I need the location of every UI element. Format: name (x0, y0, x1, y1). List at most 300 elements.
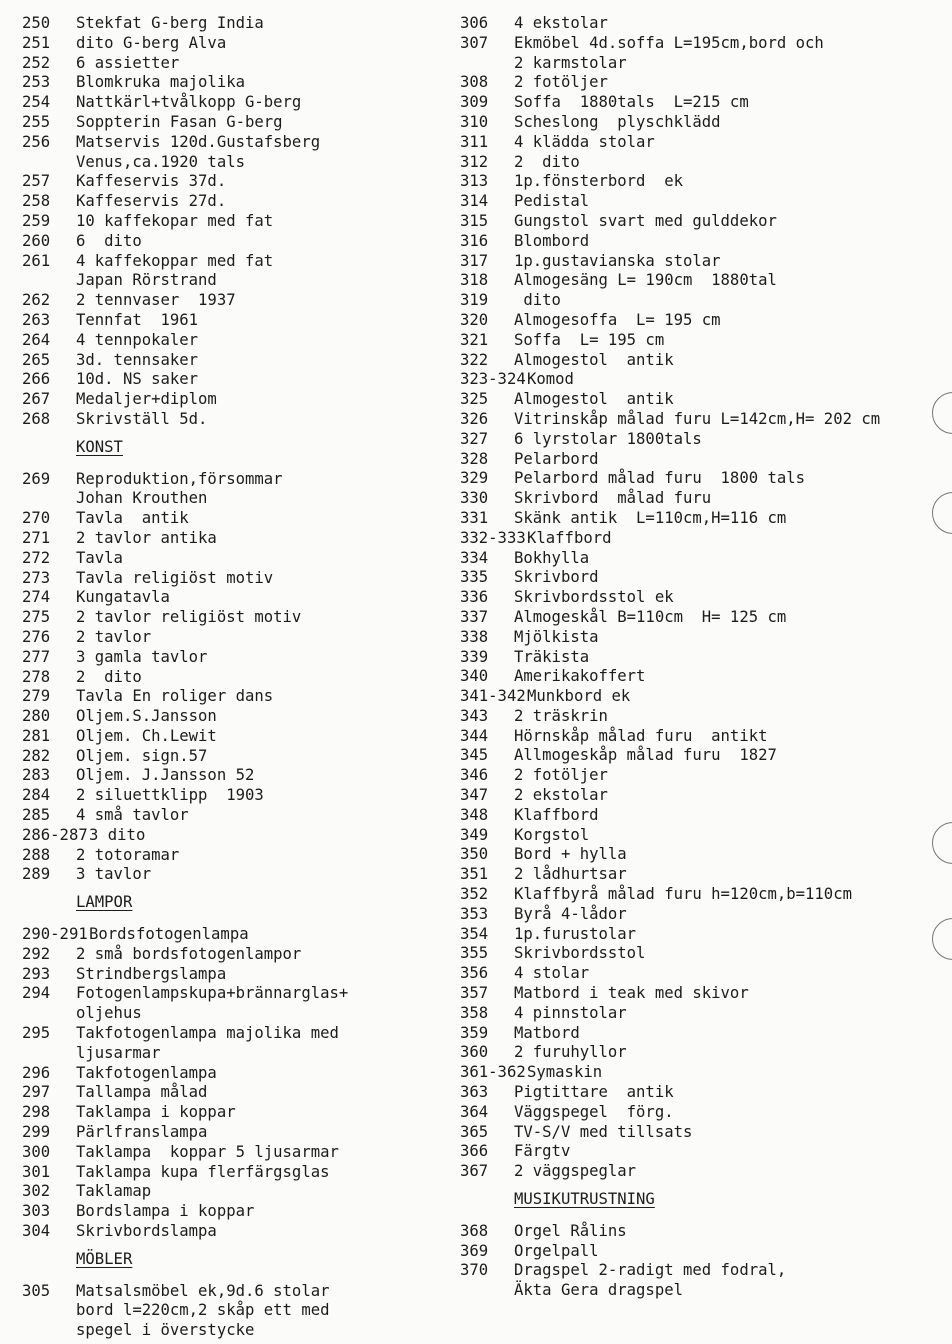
list-item (460, 1162, 940, 1182)
item-number: 328 (460, 449, 489, 468)
item-number: 292 (22, 944, 51, 963)
list-item (22, 628, 450, 648)
list-item (22, 370, 450, 390)
item-number: 315 (460, 211, 489, 230)
list-item (22, 747, 450, 767)
item-description: 2 siluettklipp 1903 (76, 786, 264, 805)
item-description: Soffa 1880tals L=215 cm (514, 93, 749, 112)
item-number: 357 (460, 984, 489, 1003)
item-number: 265 (22, 350, 51, 369)
list-item (22, 1182, 450, 1202)
list-item (22, 509, 450, 529)
item-description: Bordslampa i koppar (76, 1202, 255, 1221)
list-item (460, 351, 940, 371)
item-number: 308 (460, 73, 489, 92)
list-item (22, 865, 450, 885)
item-number: 341-342 (460, 687, 526, 706)
list-item (22, 1163, 450, 1183)
item-number: 307 (460, 33, 489, 52)
list-item (460, 331, 940, 351)
item-number: 317 (460, 251, 489, 270)
item-number: 352 (460, 885, 489, 904)
item-number: 339 (460, 647, 489, 666)
item-number: 329 (460, 469, 489, 488)
item-description: Matsalsmöbel ek,9d.6 stolar (76, 1281, 330, 1300)
item-description: Tavla religiöst motiv (76, 568, 274, 587)
list-item (22, 1083, 450, 1103)
list-item (460, 291, 940, 311)
item-description: 2 tavlor antika (76, 528, 217, 547)
item-number: 334 (460, 548, 489, 567)
list-item (22, 766, 450, 786)
list-item (22, 172, 450, 192)
item-description: 4 klädda stolar (514, 132, 655, 151)
item-number: 263 (22, 310, 51, 329)
list-item (460, 430, 940, 450)
item-description: Skrivbord målad furu (514, 489, 712, 508)
item-description: Taklamap (76, 1182, 152, 1201)
list-item (460, 885, 940, 905)
list-item (22, 73, 450, 93)
item-description: Soffa L= 195 cm (514, 330, 665, 349)
item-description: 4 pinnstolar (514, 1003, 627, 1022)
item-description: 4 stolar (514, 964, 590, 983)
item-number: 326 (460, 409, 489, 428)
item-number: 355 (460, 944, 489, 963)
item-number: 332-333 (460, 528, 526, 547)
item-number: 359 (460, 1023, 489, 1042)
item-description: 2 fotöljer (514, 73, 608, 92)
list-item (22, 727, 450, 747)
item-description: Medaljer+diplom (76, 390, 217, 409)
item-description: Korgstol (514, 825, 590, 844)
item-description: Johan Krouthen (76, 489, 208, 508)
item-number: 261 (22, 251, 51, 270)
item-number (22, 153, 76, 173)
item-description: 4 små tavlor (76, 806, 189, 825)
item-description: Äkta Gera dragspel (514, 1281, 683, 1300)
section-heading: LAMPOR (76, 893, 133, 912)
item-description: Orgelpall (514, 1241, 599, 1260)
list-item (460, 746, 940, 766)
item-number: 331 (460, 508, 489, 527)
list-item (460, 311, 940, 331)
list-item (460, 1103, 940, 1123)
item-number: 259 (22, 211, 51, 230)
list-item (22, 529, 450, 549)
list-item (460, 845, 940, 865)
item-number: 310 (460, 112, 489, 131)
item-description: Matservis 120d.Gustafsberg (76, 132, 321, 151)
list-item (22, 232, 450, 252)
item-number: 367 (460, 1162, 489, 1181)
item-number: 319 (460, 291, 489, 310)
item-description: bord l=220cm,2 skåp ett med (76, 1301, 330, 1320)
item-number: 312 (460, 152, 489, 171)
list-item (460, 370, 940, 390)
item-number: 353 (460, 904, 489, 923)
item-number: 309 (460, 93, 489, 112)
item-description: Allmogeskåp målad furu 1827 (514, 746, 777, 765)
item-number: 250 (22, 14, 51, 32)
item-number: 260 (22, 231, 51, 250)
item-description: Skrivbordsstol ek (514, 588, 674, 607)
item-description: Takfotogenlampa (76, 1063, 217, 1082)
list-item (460, 232, 940, 252)
list-item (22, 1282, 450, 1302)
list-item (22, 687, 450, 707)
list-item (460, 529, 940, 549)
item-description: Munkbord ek (527, 687, 631, 706)
item-description: Dragspel 2-radigt med fodral, (514, 1261, 787, 1280)
item-description: Skrivbordsstol (514, 944, 646, 963)
item-number (22, 489, 76, 509)
list-item (460, 14, 940, 34)
list-item-continuation (22, 1321, 450, 1341)
item-number: 325 (460, 390, 489, 409)
item-description: oljehus (76, 1004, 142, 1023)
item-number: 358 (460, 1003, 489, 1022)
item-number: 365 (460, 1122, 489, 1141)
item-number: 286-287 (22, 825, 88, 844)
list-item (22, 806, 450, 826)
item-description: Amerikakoffert (514, 667, 646, 686)
list-item (22, 192, 450, 212)
item-number: 316 (460, 231, 489, 250)
item-description: Tavla antik (76, 509, 189, 528)
item-description: Skrivbordslampa (76, 1222, 217, 1241)
item-number: 305 (22, 1281, 51, 1300)
item-description: Blombord (514, 231, 590, 250)
item-description: Kungatavla (76, 588, 170, 607)
item-number: 277 (22, 647, 51, 666)
list-item (460, 73, 940, 93)
list-item-continuation (22, 1044, 450, 1064)
item-number: 297 (22, 1083, 51, 1102)
item-number: 262 (22, 291, 51, 310)
list-item (22, 965, 450, 985)
item-description: ljusarmar (76, 1043, 161, 1062)
item-description: Almogestol antik (514, 350, 674, 369)
list-item (460, 905, 940, 925)
list-item (22, 846, 450, 866)
list-item-continuation (22, 489, 450, 509)
item-description: 2 furuhyllor (514, 1043, 627, 1062)
list-item (460, 153, 940, 173)
item-description: Almogesäng L= 190cm 1880tal (514, 271, 777, 290)
list-item (460, 588, 940, 608)
item-number: 278 (22, 667, 51, 686)
list-item (460, 212, 940, 232)
item-description: 6 lyrstolar 1800tals (514, 429, 702, 448)
list-item (22, 668, 450, 688)
item-description: Soppterin Fasan G-berg (76, 112, 283, 131)
item-number: 280 (22, 707, 51, 726)
item-number: 257 (22, 172, 51, 191)
list-item (460, 410, 940, 430)
list-item (460, 1261, 940, 1281)
item-description: Bokhylla (514, 548, 590, 567)
list-item (460, 172, 940, 192)
section-heading: MUSIKUTRUSTNING (514, 1190, 655, 1209)
list-item (460, 1043, 940, 1063)
item-description: dito (514, 291, 561, 310)
list-item (22, 470, 450, 490)
list-item (460, 509, 940, 529)
item-description: Vitrinskåp målad furu L=142cm,H= 202 cm (514, 409, 881, 428)
list-item (22, 569, 450, 589)
list-item (460, 865, 940, 885)
item-description: 1p.furustolar (514, 924, 637, 943)
item-description: Väggspegel förg. (514, 1102, 674, 1121)
list-item (22, 549, 450, 569)
list-item (22, 925, 450, 945)
list-item (460, 113, 940, 133)
item-number: 284 (22, 786, 51, 805)
item-number: 298 (22, 1103, 51, 1122)
list-item (460, 944, 940, 964)
list-item (22, 34, 450, 54)
item-number: 370 (460, 1261, 489, 1280)
item-description: Träkista (514, 647, 590, 666)
item-number (22, 1301, 76, 1321)
item-description: Bordsfotogenlampa (89, 925, 249, 944)
item-number (22, 1004, 76, 1024)
item-number: 254 (22, 93, 51, 112)
list-item (460, 34, 940, 54)
list-item (22, 311, 450, 331)
list-item (22, 1103, 450, 1123)
list-item (460, 1063, 940, 1083)
item-description: Tavla (76, 548, 123, 567)
list-item (460, 925, 940, 945)
item-description: Venus,ca.1920 tals (76, 152, 245, 171)
item-number: 293 (22, 964, 51, 983)
item-description: 2 totoramar (76, 845, 180, 864)
list-item-continuation (22, 271, 450, 291)
item-number: 363 (460, 1083, 489, 1102)
item-description: 2 dito (514, 152, 580, 171)
item-description: spegel i överstycke (76, 1321, 255, 1340)
list-item (22, 1024, 450, 1044)
item-number: 279 (22, 687, 51, 706)
list-item (22, 1202, 450, 1222)
item-number: 296 (22, 1063, 51, 1082)
item-number: 321 (460, 330, 489, 349)
item-description: Fotogenlampskupa+brännarglas+ (76, 984, 349, 1003)
item-description: Stekfat G-berg India (76, 14, 264, 32)
item-description: Almogesoffa L= 195 cm (514, 310, 721, 329)
left-column (22, 14, 450, 1341)
list-item (460, 1004, 940, 1024)
list-item-continuation (22, 1004, 450, 1024)
item-number: 267 (22, 390, 51, 409)
item-number: 360 (460, 1043, 489, 1062)
list-item (460, 489, 940, 509)
item-number: 351 (460, 865, 489, 884)
item-number: 299 (22, 1123, 51, 1142)
item-number: 275 (22, 608, 51, 627)
list-item (22, 93, 450, 113)
item-description: 10 kaffekopar med fat (76, 211, 274, 230)
item-number: 350 (460, 845, 489, 864)
item-description: Hörnskåp målad furu antikt (514, 726, 768, 745)
item-description: 2 dito (76, 667, 142, 686)
item-description: Skrivbord (514, 568, 599, 587)
item-number: 269 (22, 469, 51, 488)
list-item (460, 1142, 940, 1162)
list-item (460, 192, 940, 212)
item-description: Nattkärl+tvålkopp G-berg (76, 93, 302, 112)
item-number: 274 (22, 588, 51, 607)
item-number: 364 (460, 1102, 489, 1121)
item-number: 306 (460, 14, 489, 32)
item-description: 2 tennvaser 1937 (76, 291, 236, 310)
item-number: 253 (22, 73, 51, 92)
item-description: 2 ekstolar (514, 786, 608, 805)
item-description: Oljem. J.Jansson 52 (76, 766, 255, 785)
item-number: 369 (460, 1241, 489, 1260)
list-item-continuation (460, 54, 940, 74)
item-description: 4 ekstolar (514, 14, 608, 32)
list-item (22, 588, 450, 608)
item-number (22, 1321, 76, 1341)
item-number: 271 (22, 528, 51, 547)
item-description: Tavla En roliger dans (76, 687, 274, 706)
list-item (460, 450, 940, 470)
item-number: 282 (22, 746, 51, 765)
list-item (460, 806, 940, 826)
list-item (22, 252, 450, 272)
item-number: 303 (22, 1202, 51, 1221)
item-description: 2 väggspeglar (514, 1162, 637, 1181)
item-number: 304 (22, 1222, 51, 1241)
list-item (460, 1242, 940, 1262)
item-number: 301 (22, 1162, 51, 1181)
item-description: Kaffeservis 27d. (76, 192, 227, 211)
item-number: 354 (460, 924, 489, 943)
item-description: Tennfat 1961 (76, 310, 199, 329)
item-number: 368 (460, 1221, 489, 1240)
item-description: Pigtittare antik (514, 1083, 674, 1102)
list-item-continuation (460, 1281, 940, 1301)
item-description: Byrå 4-lådor (514, 904, 627, 923)
list-item (22, 351, 450, 371)
list-item (22, 648, 450, 668)
item-description: Skänk antik L=110cm,H=116 cm (514, 508, 787, 527)
item-description: Mjölkista (514, 627, 599, 646)
item-number: 327 (460, 429, 489, 448)
item-number (22, 271, 76, 291)
item-description: Taklampa kupa flerfärgsglas (76, 1162, 330, 1181)
list-item (22, 133, 450, 153)
item-number: 295 (22, 1024, 51, 1043)
item-number: 281 (22, 726, 51, 745)
item-number: 340 (460, 667, 489, 686)
item-number: 258 (22, 192, 51, 211)
item-description: 1p.gustavianska stolar (514, 251, 721, 270)
item-number: 268 (22, 409, 51, 428)
item-number (22, 1044, 76, 1064)
item-number: 285 (22, 806, 51, 825)
item-number: 337 (460, 607, 489, 626)
item-number: 288 (22, 845, 51, 864)
item-description: 3 gamla tavlor (76, 647, 208, 666)
item-number: 302 (22, 1182, 51, 1201)
item-number: 344 (460, 726, 489, 745)
list-item (460, 568, 940, 588)
item-description: Blomkruka majolika (76, 73, 245, 92)
item-description: Almogeskål B=110cm H= 125 cm (514, 607, 787, 626)
list-item (22, 54, 450, 74)
list-item (460, 271, 940, 291)
list-item (460, 964, 940, 984)
item-number: 273 (22, 568, 51, 587)
list-item (22, 945, 450, 965)
item-description: 3 dito (89, 825, 146, 844)
item-number: 289 (22, 865, 51, 884)
list-item (460, 687, 940, 707)
list-item (22, 1143, 450, 1163)
list-item (22, 707, 450, 727)
item-number: 252 (22, 53, 51, 72)
list-item (22, 1064, 450, 1084)
list-item (22, 212, 450, 232)
item-number: 251 (22, 33, 51, 52)
item-number: 323-324 (460, 370, 526, 389)
item-number: 330 (460, 489, 489, 508)
item-description: 4 tennpokaler (76, 330, 199, 349)
list-item (22, 984, 450, 1004)
list-item (460, 1083, 940, 1103)
item-description: TV-S/V med tillsats (514, 1122, 693, 1141)
item-number: 322 (460, 350, 489, 369)
item-description: Symaskin (527, 1063, 603, 1082)
item-number: 366 (460, 1142, 489, 1161)
item-description: 2 lådhurtsar (514, 865, 627, 884)
list-item (22, 1123, 450, 1143)
list-item (460, 628, 940, 648)
item-description: 6 assietter (76, 53, 180, 72)
item-description: Skrivställ 5d. (76, 409, 208, 428)
item-description: 2 fotöljer (514, 766, 608, 785)
list-item (22, 786, 450, 806)
item-number: 266 (22, 370, 51, 389)
list-item (460, 1123, 940, 1143)
list-item (460, 984, 940, 1004)
item-description: 3d. tennsaker (76, 350, 199, 369)
list-item (460, 826, 940, 846)
item-description: 6 dito (76, 231, 142, 250)
list-item (460, 648, 940, 668)
item-description: Taklampa i koppar (76, 1103, 236, 1122)
item-description: 2 karmstolar (514, 53, 627, 72)
item-description: Pärlfranslampa (76, 1123, 208, 1142)
list-item (460, 786, 940, 806)
list-item (22, 390, 450, 410)
item-number: 313 (460, 172, 489, 191)
list-item (460, 1024, 940, 1044)
item-description: dito G-berg Alva (76, 33, 227, 52)
item-number: 276 (22, 627, 51, 646)
list-item-continuation (22, 153, 450, 173)
item-number: 283 (22, 766, 51, 785)
item-description: Strindbergslampa (76, 964, 227, 983)
item-number: 338 (460, 627, 489, 646)
item-number: 343 (460, 706, 489, 725)
list-item (460, 133, 940, 153)
item-description: Kaffeservis 37d. (76, 172, 227, 191)
